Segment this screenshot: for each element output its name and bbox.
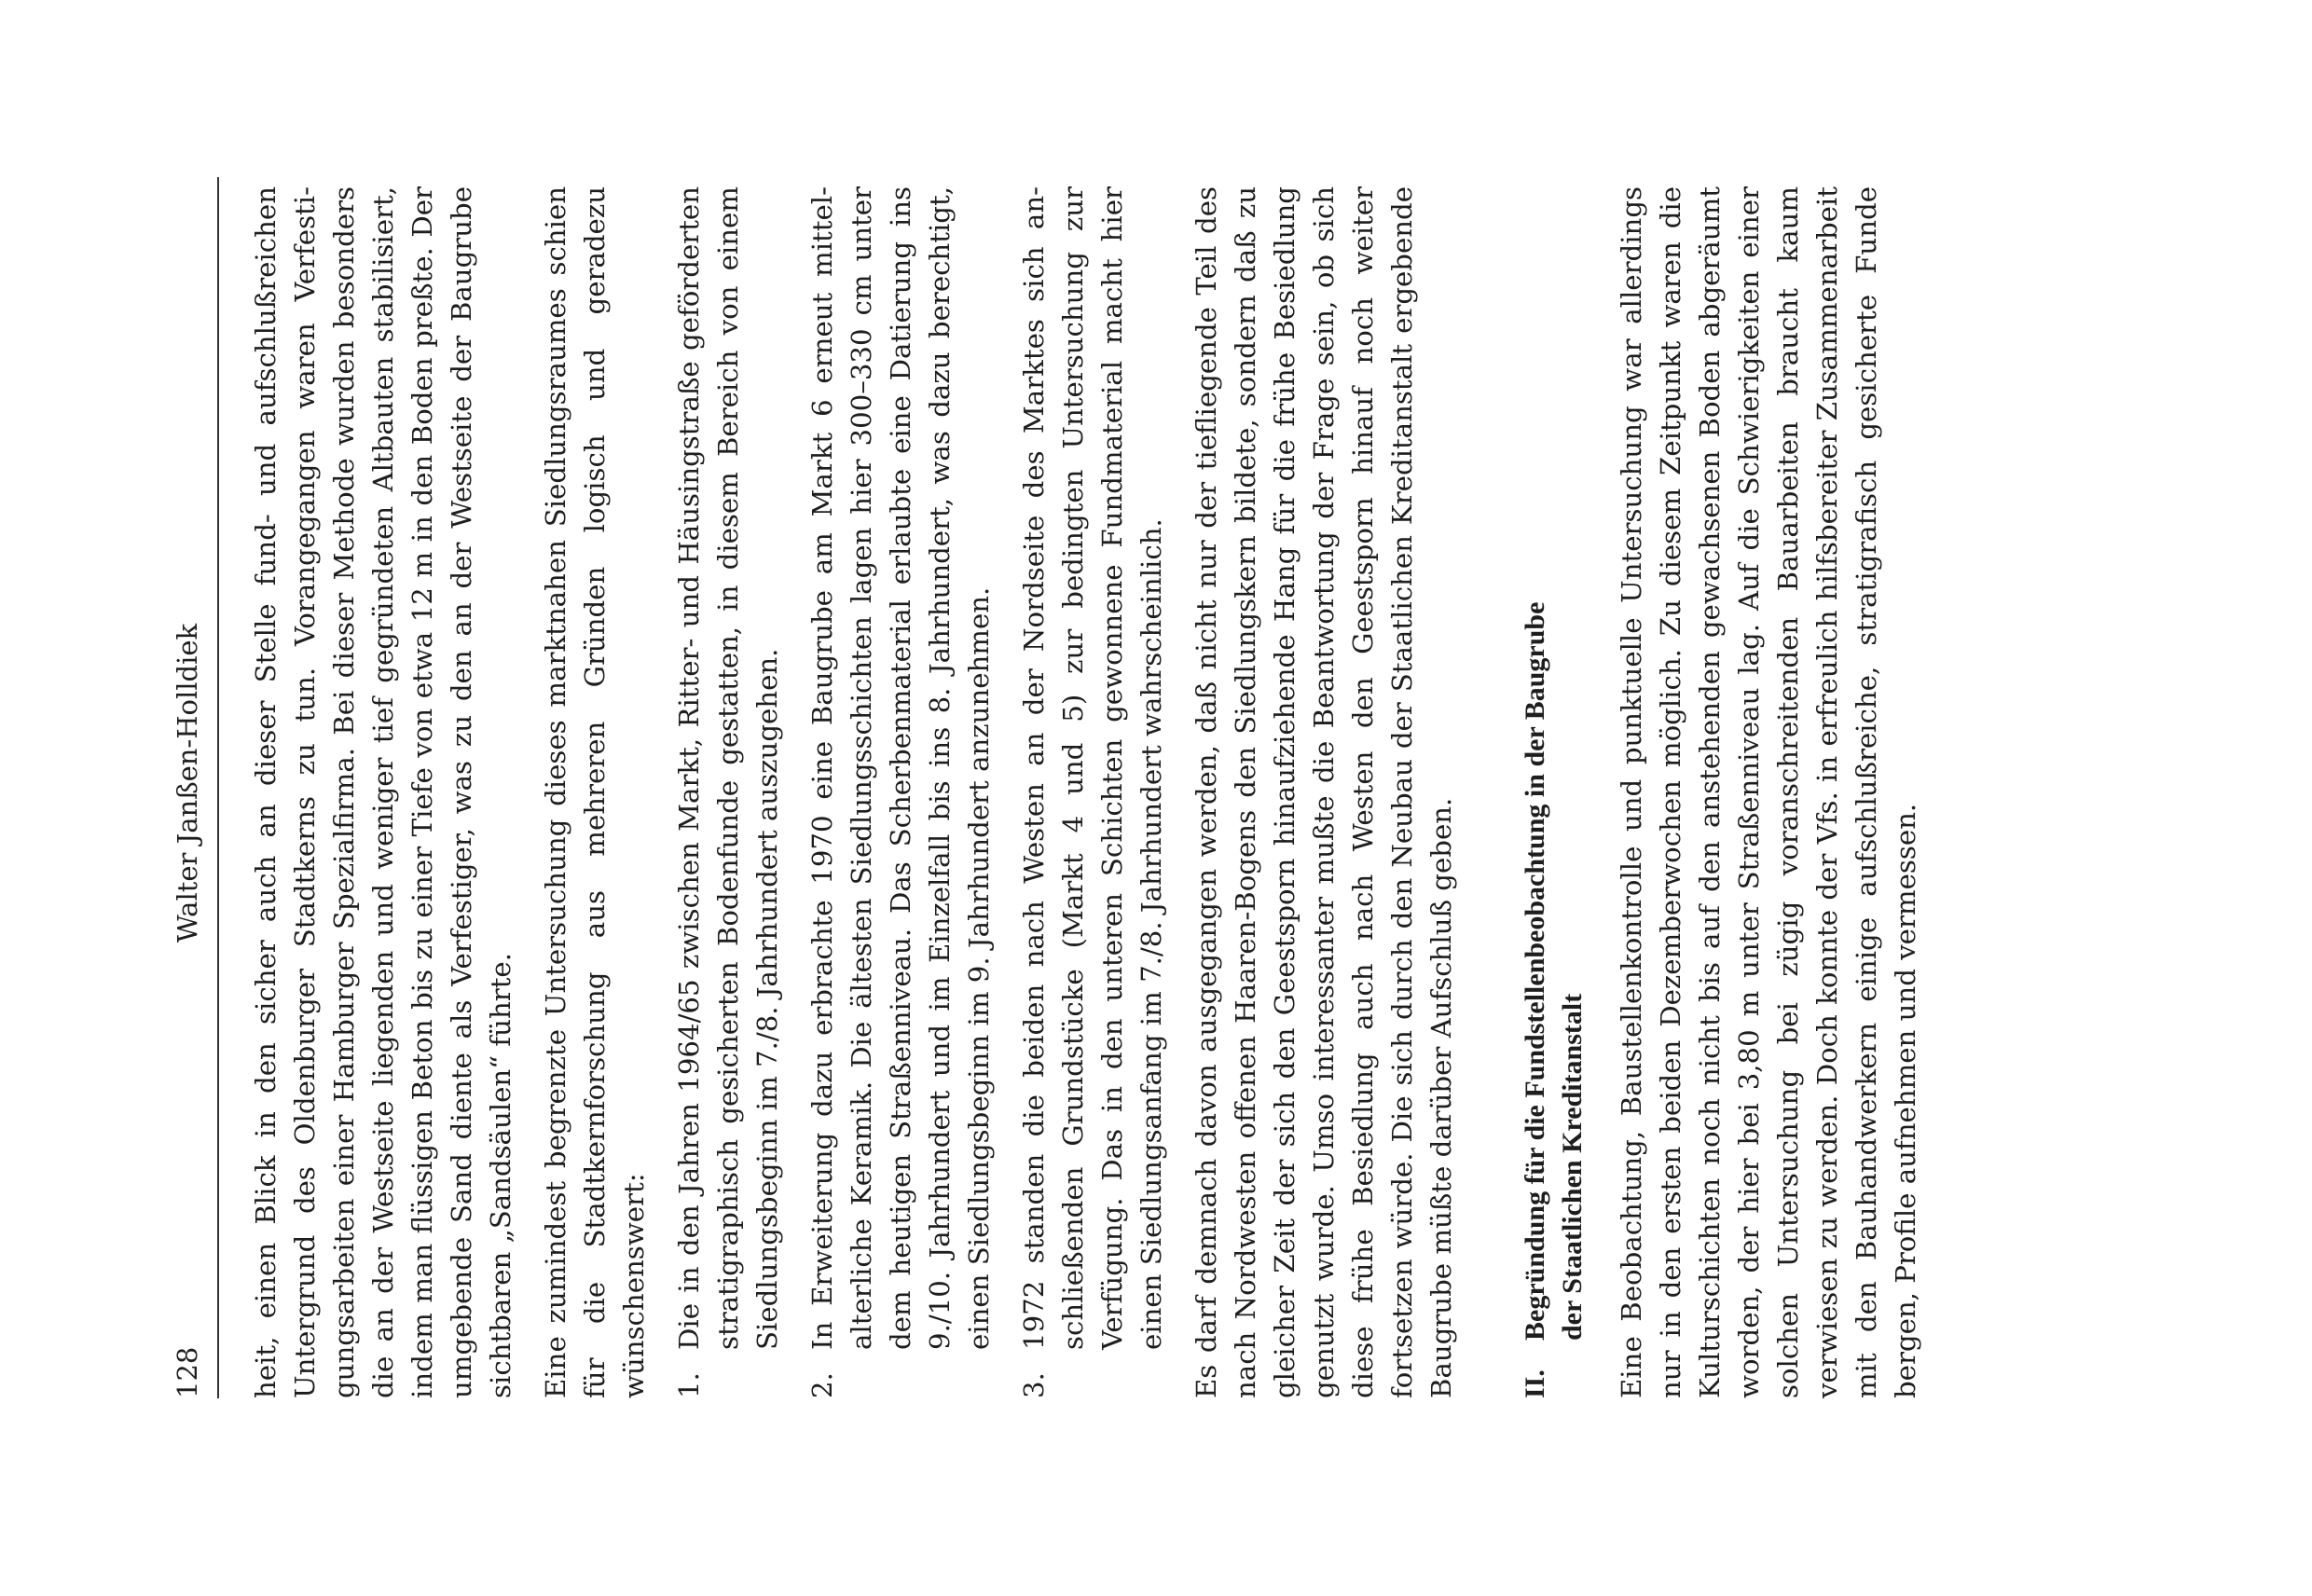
section-heading (1517, 186, 1591, 1398)
list-item-text: In Erweiterung dazu erbrachte 1970 eine Baugrube am Markt 6 erneut mittelalterliche Keramik. Die ältesten Siedlungsschichten lagen hier 300–330 cm unter dem heutigen Straßenniveau. Das Scherbenmaterial erlaubte eine Datierung ins 9./10. Jahrhundert und im Einzelfall bis ins 8. Jahrhundert, was dazu berechtigt, einen Siedlungsbeginn im 9. Jahrhundert anzunehmen. (806, 186, 995, 1350)
section-heading-line-1: Begründung für die Fundstellenbeobachtung in der Baugrube (1520, 601, 1550, 1341)
list-item-number: 1. (673, 1372, 705, 1398)
list-item-number: 3. (1018, 1372, 1050, 1398)
running-head (168, 168, 207, 1398)
paragraph-2: Eine zumindest begrenzte Untersuchung dieses marktnahen Siedlungsraumes schien für die Stadtkernforschung aus mehreren Gründen logisch und geradezu wünschenswert: (540, 186, 650, 1398)
list-item-text: Die in den Jahren 1964/65 zwischen Markt, Ritter- und Häusingstraße geförderten stratigraphisch gesicherten Bodenfunde gestatten, in diesem Bereich von einem Siedlungsbeginn im 7./8. Jahrhundert auszugehen. (673, 186, 783, 1350)
section-heading-line-2: der Staatlichen Kreditanstalt (1557, 993, 1588, 1341)
list-item (803, 186, 998, 1398)
paragraph-4: Eine Beobachtung, Baustellenkontrolle und punktuelle Untersuchung war allerdings nur in den ersten beiden Dezemberwochen möglich. Zu diesem Zeitpunkt waren die Kulturschichten noch nicht bis auf den anstehenden gewachsenen Boden abgeräumt worden, der hier bei 3,80 m unter Straßenniveau lag. Auf die Schwierigkeiten einer solchen Untersuchung bei zügig voranschreitenden Bauarbeiten braucht kaum verwiesen zu werden. Doch konnte der Vfs. in erfreulich hilfsbereiter Zusammenarbeit mit den Bauhandwerkern einige aufschlußreiche, stratigrafisch gesicherte Funde bergen, Profile aufnehmen und vermessen. (1616, 186, 1921, 1398)
section-numeral: II. (1520, 1369, 1550, 1398)
running-head-author: Walter Janßen-Holldiek (172, 623, 203, 943)
paragraph-3: Es darf demnach davon ausgegangen werden, daß nicht nur der tiefliegende Teil des nach Nordwesten offenen Haaren-Bogens den Siedlungskern bildete, sondern daß zu gleicher Zeit der sich den Geestsporn hinaufziehende Hang für die frühe Besiedlung genutzt wurde. Umso interessanter mußte die Beantwortung der Frage sein, ob sich diese frühe Besiedlung auch nach Westen den Geestsporn hinauf noch weiter fortsetzen würde. Die sich durch den Neubau der Staatlichen Kreditanstalt ergebende Baugrube müßte darüber Aufschluß geben. (1190, 186, 1457, 1398)
rotated-page (168, 75, 2312, 1454)
list-item (669, 186, 787, 1398)
page-number: 128 (172, 1346, 203, 1398)
body-text (246, 186, 1925, 1398)
list-item-number: 2. (806, 1372, 838, 1398)
list-item-text: 1972 standen die beiden nach Westen an der Nordseite des Marktes sich anschließenden Grundstücke (Markt 4 und 5) zur bedingten Untersuchung zur Verfügung. Das in den unteren Schichten gewonnene Fundmaterial macht hier einen Siedlungsanfang im 7./8. Jahrhundert wahrscheinlich. (1018, 186, 1167, 1350)
paragraph-1: heit, einen Blick in den sicher auch an dieser Stelle fund- und aufschlußreichen Untergrund des Oldenburger Stadtkerns zu tun. Vorangegangen waren Verfestigungsarbeiten einer Hamburger Spezialfirma. Bei dieser Methode wurden besonders die an der Westseite liegenden und weniger tief gegründeten Altbauten stabilisiert, indem man flüssigen Beton bis zu einer Tiefe von etwa 12 m in den Boden preßte. Der umgebende Sand diente als Verfestiger, was zu den an der Westseite der Baugrube sichtbaren „Sandsäulen“ führte. (250, 186, 516, 1398)
header-rule (217, 177, 219, 1398)
numbered-list (669, 186, 1171, 1398)
list-item (1014, 186, 1171, 1398)
